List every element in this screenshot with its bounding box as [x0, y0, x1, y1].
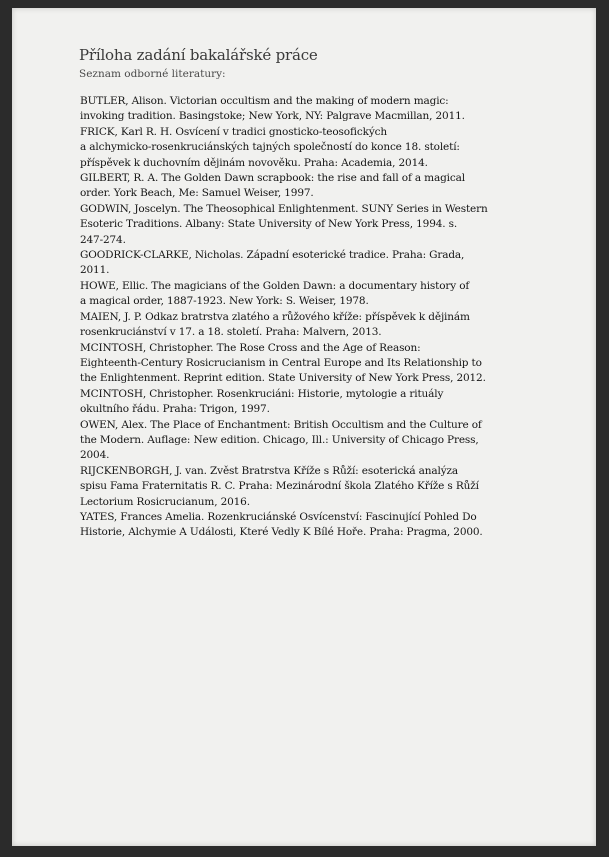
bibliography-entry — [80, 418, 562, 464]
bibliography-entry-line: okultního řádu. Praha: Trigon, 1997. — [80, 403, 270, 416]
bibliography-entry — [80, 387, 562, 418]
bibliography-entry-line: rosenkruciánství v 17. a 18. století. Praha: Malvern, 2013. — [80, 326, 382, 339]
bibliography-entry — [80, 202, 562, 248]
bibliography-entry-line: MCINTOSH, Christopher. The Rose Cross and the Age of Reason: — [80, 341, 421, 354]
bibliography-entry — [80, 125, 562, 171]
bibliography-entry-line: MCINTOSH, Christopher. Rosenkruciáni: Historie, mytologie a rituály — [80, 387, 444, 400]
literature-list-heading: Seznam odborné literatury: — [79, 68, 226, 80]
attachment-title: Příloha zadání bakalářské práce — [79, 46, 318, 64]
bibliography-entry-line: the Enlightenment. Reprint edition. State University of New York Press, 2012. — [80, 372, 486, 385]
bibliography-entry-line: 2004. — [80, 449, 110, 462]
bibliography-entry-line: the Modern. Auflage: New edition. Chicago, Ill.: University of Chicago Press, — [80, 433, 479, 446]
bibliography-entry-line: OWEN, Alex. The Place of Enchantment: British Occultism and the Culture of — [80, 418, 482, 431]
bibliography-entry-line: 247-274. — [80, 233, 126, 246]
bibliography-entry — [80, 310, 562, 341]
bibliography-entry — [80, 171, 562, 202]
bibliography-entry-line: RIJCKENBORGH, J. van. Zvěst Bratrstva Kříže s Růží: esoterická analýza — [80, 464, 459, 477]
bibliography-entry-line: GILBERT, R. A. The Golden Dawn scrapbook: the rise and fall of a magical — [80, 172, 465, 185]
document-page — [12, 8, 596, 846]
bibliography-entry-line: a alchymicko-rosenkruciánských tajných společností do konce 18. století: — [80, 141, 460, 154]
bibliography-entry-line: HOWE, Ellic. The magicians of the Golden Dawn: a documentary history of — [80, 279, 470, 292]
bibliography-entry-line: order. York Beach, Me: Samuel Weiser, 1997. — [80, 187, 314, 200]
bibliography-entry — [80, 279, 562, 310]
bibliography-entry-line: Lectorium Rosicrucianum, 2016. — [80, 495, 250, 508]
bibliography-entry — [80, 464, 562, 510]
bibliography-entry-line: BUTLER, Alison. Victorian occultism and the making of modern magic: — [80, 95, 449, 107]
bibliography-entry-line: FRICK, Karl R. H. Osvícení v tradici gnosticko-teosofických — [80, 125, 387, 138]
bibliography-entry-line: Esoteric Traditions. Albany: State University of New York Press, 1994. s. — [80, 218, 458, 231]
bibliography-entry-line: a magical order, 1887-1923. New York: S. Weiser, 1978. — [80, 295, 369, 308]
bibliography-entry — [80, 510, 562, 541]
bibliography-entry — [80, 94, 562, 125]
bibliography-entry-line: YATES, Frances Amelia. Rozenkruciánské Osvícenství: Fascinující Pohled Do — [80, 510, 477, 523]
bibliography-list — [80, 94, 562, 541]
bibliography-entry-line: Eighteenth-Century Rosicrucianism in Central Europe and Its Relationship to — [80, 356, 482, 369]
bibliography-entry-line: MAIEN, J. P. Odkaz bratrstva zlatého a růžového kříže: příspěvek k dějinám — [80, 310, 470, 323]
bibliography-entry-line: Historie, Alchymie A Události, Které Vedly K Bílé Hoře. Praha: Pragma, 2000. — [80, 526, 483, 539]
bibliography-entry-line: 2011. — [80, 264, 110, 277]
bibliography-entry-line: invoking tradition. Basingstoke; New York, NY: Palgrave Macmillan, 2011. — [80, 110, 465, 123]
bibliography-entry-line: spisu Fama Fraternitatis R. C. Praha: Mezinárodní škola Zlatého Kříže s Růží — [80, 480, 479, 493]
bibliography-entry — [80, 341, 562, 387]
bibliography-entry-line: GOODRICK-CLARKE, Nicholas. Západní esoterické tradice. Praha: Grada, — [80, 249, 465, 262]
bibliography-entry-line: GODWIN, Joscelyn. The Theosophical Enlightenment. SUNY Series in Western — [80, 202, 488, 215]
bibliography-entry — [80, 248, 562, 279]
bibliography-entry-line: příspěvek k duchovním dějinám novověku. Praha: Academia, 2014. — [80, 156, 428, 169]
